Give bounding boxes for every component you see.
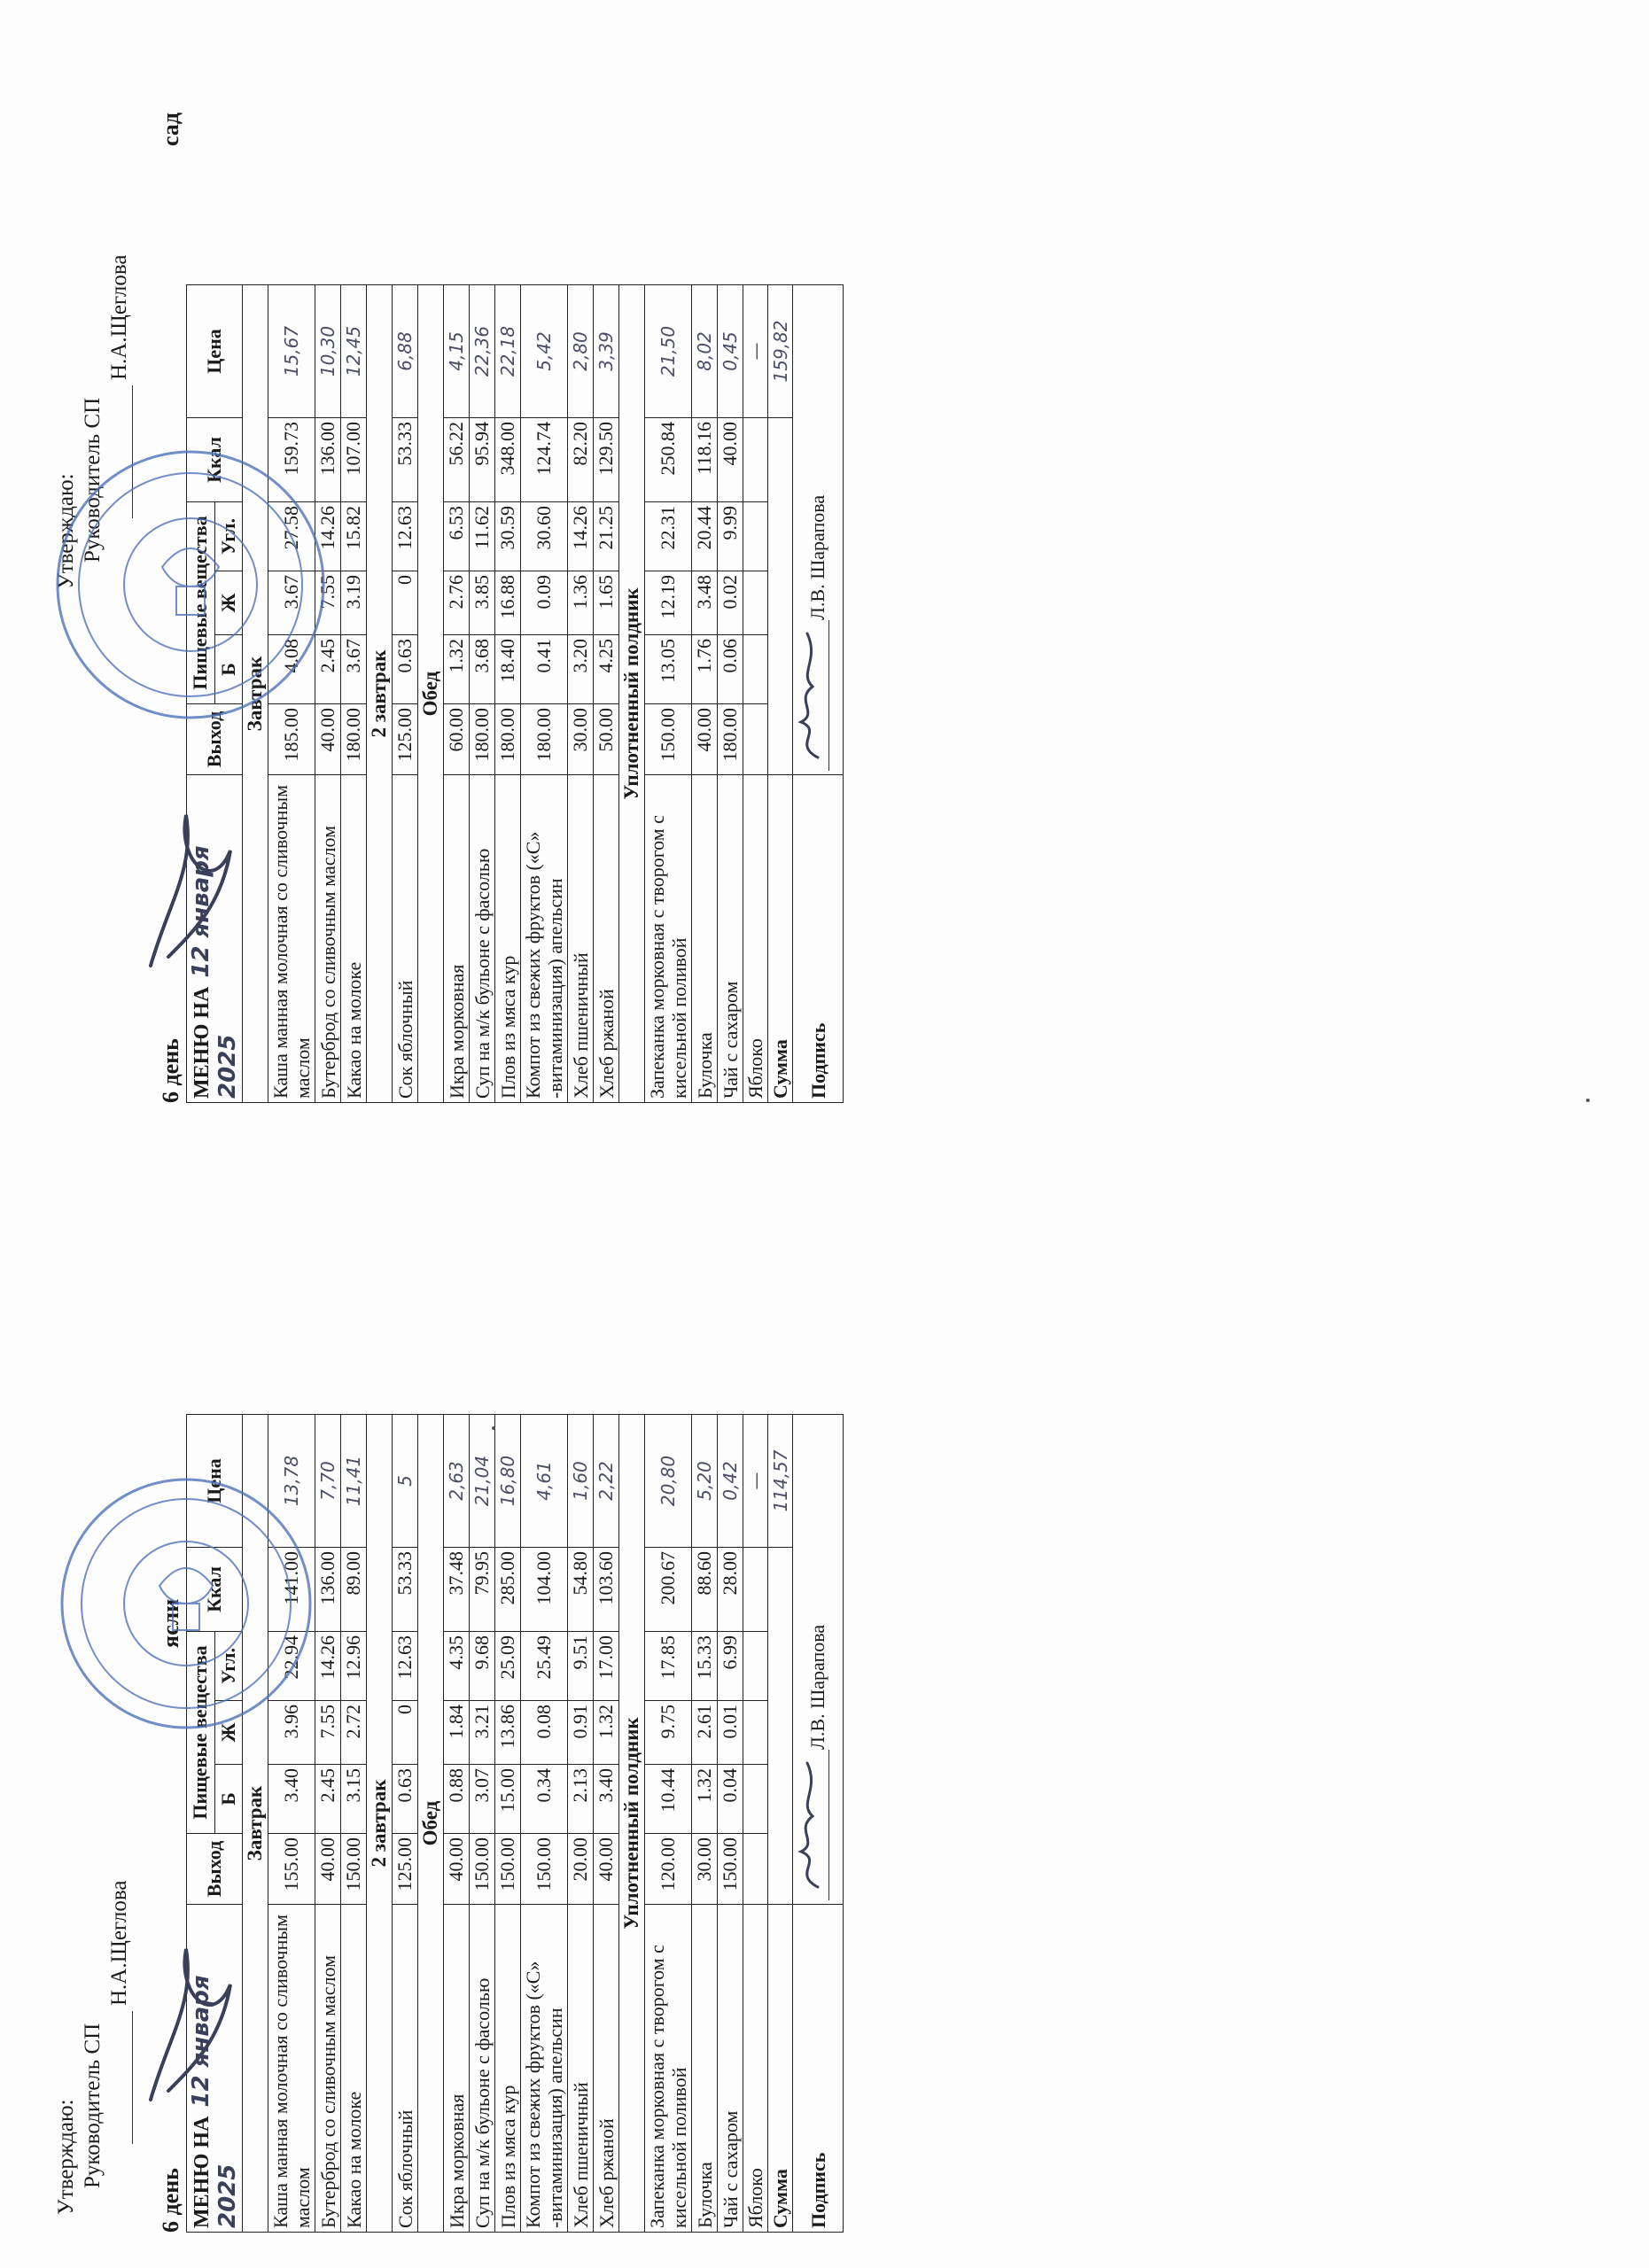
approve-label: Утверждаю: [54, 473, 78, 589]
dish-name: Сок яблочный [393, 775, 418, 1103]
signature-label: Подпись [793, 775, 844, 1103]
official-stamp [53, 1471, 319, 1736]
price-handwritten: 4,61 [521, 1415, 568, 1548]
section-title: Обед [418, 285, 444, 1103]
table-row [743, 285, 768, 1103]
carbs-value: 6.99 [718, 1632, 743, 1701]
kcal-value: 159.73 [268, 418, 315, 502]
protein-value: 0.63 [393, 1765, 418, 1834]
output-value: 30.00 [692, 1834, 718, 1905]
carbs-value: 12.63 [393, 502, 418, 571]
dish-name: Хлеб пшеничный [568, 775, 594, 1103]
protein-value: 13.05 [645, 635, 692, 704]
signer-name: Л.В. Шарапова [806, 494, 828, 620]
dish-name: Булочка [692, 775, 718, 1103]
carbs-value: 22.94 [268, 1632, 315, 1701]
protein-value: 1.32 [692, 1765, 718, 1834]
price-handwritten: 15,67 [268, 285, 315, 418]
price-handwritten: 12,45 [341, 285, 367, 418]
price-handwritten: 5,42 [521, 285, 568, 418]
price-handwritten: 7,70 [315, 1415, 341, 1548]
approve-label: Утверждаю: [54, 2099, 78, 2215]
price-handwritten: 2,22 [594, 1415, 619, 1548]
carbs-value: 6.53 [444, 502, 470, 571]
section-title: 2 завтрак [367, 285, 393, 1103]
table-row [594, 285, 619, 1103]
dish-name: Булочка [692, 1905, 718, 2233]
kcal-value: 54.80 [568, 1548, 594, 1632]
dish-name: Чай с сахаром [718, 1905, 743, 2233]
output-value: 150.00 [718, 1834, 743, 1905]
output-value: 40.00 [315, 704, 341, 775]
protein-value: 3.40 [594, 1765, 619, 1834]
table-row [444, 1415, 470, 2233]
carbs-value: 9.51 [568, 1632, 594, 1701]
col-output: Выход [187, 1834, 243, 1905]
dish-name: Хлеб ржаной [594, 775, 619, 1103]
protein-value: 0.63 [393, 635, 418, 704]
carbs-value: 30.60 [521, 502, 568, 571]
protein-value: 1.76 [692, 635, 718, 704]
dish-name: Суп на м/к бульоне с фасолью [470, 775, 495, 1103]
table-row [470, 285, 495, 1103]
kcal-value: 103.60 [594, 1548, 619, 1632]
kcal-value: 88.60 [692, 1548, 718, 1632]
output-value: 30.00 [568, 704, 594, 775]
dish-name: Икра морковная [444, 1905, 470, 2233]
table-row [393, 285, 418, 1103]
dish-name: Запеканка морковная с творогом с кисельной поливой [645, 1905, 692, 2233]
approve-position: Руководитель СП [81, 397, 105, 563]
output-value: 180.00 [470, 704, 495, 775]
table-row [470, 1415, 495, 2233]
protein-value: 3.68 [470, 635, 495, 704]
table-row [692, 285, 718, 1103]
protein-value: 0.06 [718, 635, 743, 704]
carbs-value: 17.00 [594, 1632, 619, 1701]
output-value: 180.00 [341, 704, 367, 775]
price-handwritten: 4,15 [444, 285, 470, 418]
dish-name: Запеканка морковная с творогом с кисельной поливой [645, 775, 692, 1103]
output-value: 180.00 [495, 704, 521, 775]
signature-scrawl [788, 1759, 827, 1891]
fat-value: 9.75 [645, 1701, 692, 1765]
kcal-value: 28.00 [718, 1548, 743, 1632]
fat-value: 16.88 [495, 571, 521, 635]
protein-value [743, 635, 768, 704]
dish-name: Какао на молоке [341, 1905, 367, 2233]
menu-date-handwritten: 12 января 2025 [188, 845, 241, 1099]
fat-value: 1.84 [444, 1701, 470, 1765]
col-nutrients: Пищевые вещества [187, 1632, 215, 1834]
fat-value: 3.96 [268, 1701, 315, 1765]
fat-value: 3.85 [470, 571, 495, 635]
carbs-value: 21.25 [594, 502, 619, 571]
section-title: Завтрак [243, 285, 268, 1103]
section-row [619, 285, 645, 1103]
kcal-value: 53.33 [393, 1548, 418, 1632]
section-title: Уплотненный полдник [619, 285, 645, 1103]
price-handwritten: 21,04 [470, 1415, 495, 1548]
output-value: 40.00 [692, 704, 718, 775]
price-handwritten: 20,80 [645, 1415, 692, 1548]
table-row [393, 1415, 418, 2233]
price-handwritten: 5 [393, 1415, 418, 1548]
price-handwritten: — [743, 285, 768, 418]
price-handwritten: 22,18 [495, 285, 521, 418]
carbs-value: 4.35 [444, 1632, 470, 1701]
kcal-value: 348.00 [495, 418, 521, 502]
output-value [743, 1834, 768, 1905]
carbs-value: 30.59 [495, 502, 521, 571]
protein-value: 15.00 [495, 1765, 521, 1834]
menu-date-handwritten: 12 января 2025 [188, 1975, 241, 2228]
protein-value: 3.20 [568, 635, 594, 704]
price-handwritten: 8,02 [692, 285, 718, 418]
fat-value: 2.72 [341, 1701, 367, 1765]
col-fat: Ж [214, 1701, 243, 1765]
dish-name: Чай с сахаром [718, 775, 743, 1103]
output-value: 20.00 [568, 1834, 594, 1905]
dish-name: Бутерброд со сливочным маслом [315, 1905, 341, 2233]
fat-value: 7.55 [315, 1701, 341, 1765]
protein-value: 3.07 [470, 1765, 495, 1834]
section-title: Обед [418, 1415, 444, 2233]
output-value: 150.00 [341, 1834, 367, 1905]
carbs-value: 9.99 [718, 502, 743, 571]
table-row [594, 1415, 619, 2233]
output-value: 185.00 [268, 704, 315, 775]
price-handwritten: 11,41 [341, 1415, 367, 1548]
sum-total-handwritten: 114,57 [768, 1415, 793, 1548]
day-label: 6 день [158, 1038, 183, 1103]
price-handwritten: 6,88 [393, 285, 418, 418]
signature-label: Подпись [793, 1905, 844, 2233]
table-row [444, 285, 470, 1103]
group-label: сад [158, 112, 183, 146]
scan-speck [1586, 1099, 1590, 1102]
carbs-value: 12.63 [393, 1632, 418, 1701]
price-handwritten: 16,80 [495, 1415, 521, 1548]
carbs-value: 15.33 [692, 1632, 718, 1701]
output-value: 150.00 [470, 1834, 495, 1905]
col-protein: Б [214, 1765, 243, 1834]
kcal-value: 285.00 [495, 1548, 521, 1632]
signature-area [793, 285, 844, 775]
price-handwritten: 21,50 [645, 285, 692, 418]
output-value: 125.00 [393, 1834, 418, 1905]
carbs-value [743, 1632, 768, 1701]
fat-value: 7.55 [315, 571, 341, 635]
section-title: Уплотненный полдник [619, 1415, 645, 2233]
fat-value: 1.65 [594, 571, 619, 635]
approve-name: Н.А.Щеглова [107, 1880, 131, 2006]
sum-label: Сумма [768, 775, 793, 1103]
fat-value: 3.19 [341, 571, 367, 635]
output-value [743, 704, 768, 775]
signature-row [793, 285, 844, 1103]
kcal-value: 129.50 [594, 418, 619, 502]
output-value: 40.00 [444, 1834, 470, 1905]
section-row [367, 1415, 393, 2233]
sum-total-handwritten: 159,82 [768, 285, 793, 418]
output-value: 50.00 [594, 704, 619, 775]
carbs-value: 20.44 [692, 502, 718, 571]
price-handwritten: 0,45 [718, 285, 743, 418]
kcal-value: 118.16 [692, 418, 718, 502]
fat-value: 0.09 [521, 571, 568, 635]
protein-value: 4.25 [594, 635, 619, 704]
fat-value: 0 [393, 571, 418, 635]
carbs-value: 15.82 [341, 502, 367, 571]
fat-value: 2.76 [444, 571, 470, 635]
signature-area [793, 1415, 844, 1905]
kcal-value: 136.00 [315, 418, 341, 502]
sum-label: Сумма [768, 1905, 793, 2233]
dish-name: Яблоко [743, 775, 768, 1103]
col-kcal: Ккал [187, 1548, 243, 1632]
kcal-value: 141.00 [268, 1548, 315, 1632]
protein-value: 0.34 [521, 1765, 568, 1834]
section-row [619, 1415, 645, 2233]
dish-name: Каша манная молочная со сливочным маслом [268, 1905, 315, 2233]
dish-name: Плов из мяса кур [495, 775, 521, 1103]
col-carbs: Угл. [214, 502, 243, 571]
fat-value: 0.02 [718, 571, 743, 635]
protein-value: 3.67 [341, 635, 367, 704]
price-handwritten: 5,20 [692, 1415, 718, 1548]
dish-name: Плов из мяса кур [495, 1905, 521, 2233]
price-handwritten: — [743, 1415, 768, 1548]
scan-speck [492, 1426, 495, 1430]
price-handwritten: 3,39 [594, 285, 619, 418]
fat-value: 0.91 [568, 1701, 594, 1765]
carbs-value: 14.26 [315, 502, 341, 571]
output-value: 120.00 [645, 1834, 692, 1905]
col-carbs: Угл. [214, 1632, 243, 1701]
carbs-value: 14.26 [568, 502, 594, 571]
output-value: 180.00 [521, 704, 568, 775]
kcal-value: 37.48 [444, 1548, 470, 1632]
fat-value: 2.61 [692, 1701, 718, 1765]
official-stamp [49, 443, 332, 726]
section-title: Завтрак [243, 1415, 268, 2233]
table-row [718, 1415, 743, 2233]
protein-value: 2.45 [315, 635, 341, 704]
protein-value: 18.40 [495, 635, 521, 704]
fat-value: 13.86 [495, 1701, 521, 1765]
fat-value: 1.36 [568, 571, 594, 635]
table-row [341, 285, 367, 1103]
protein-value: 2.13 [568, 1765, 594, 1834]
output-value: 40.00 [594, 1834, 619, 1905]
output-value: 150.00 [645, 704, 692, 775]
table-row [568, 285, 594, 1103]
kcal-value: 89.00 [341, 1548, 367, 1632]
fat-value: 0 [393, 1701, 418, 1765]
dish-name: Какао на молоке [341, 775, 367, 1103]
table-row [341, 1415, 367, 2233]
col-fat: Ж [214, 571, 243, 635]
protein-value [743, 1765, 768, 1834]
fat-value: 3.21 [470, 1701, 495, 1765]
protein-value: 10.44 [645, 1765, 692, 1834]
protein-value: 2.45 [315, 1765, 341, 1834]
signature-row [793, 1415, 844, 2233]
fat-value: 12.19 [645, 571, 692, 635]
group-label: ясли [158, 1598, 183, 1648]
section-row [367, 285, 393, 1103]
table-row [645, 285, 692, 1103]
kcal-value [743, 1548, 768, 1632]
protein-value: 4.08 [268, 635, 315, 704]
price-handwritten: 22,36 [470, 285, 495, 418]
dish-name: Компот из свежих фруктов («С» -витаминизация) апельсин [521, 775, 568, 1103]
carbs-value: 27.58 [268, 502, 315, 571]
output-value: 150.00 [521, 1834, 568, 1905]
price-handwritten: 10,30 [315, 285, 341, 418]
kcal-value: 124.74 [521, 418, 568, 502]
table-row [521, 1415, 568, 2233]
price-handwritten: 2,80 [568, 285, 594, 418]
kcal-value: 95.94 [470, 418, 495, 502]
signature-line [811, 620, 829, 771]
day-label: 6 день [158, 2168, 183, 2233]
price-handwritten: 13,78 [268, 1415, 315, 1548]
section-row [418, 285, 444, 1103]
carbs-value: 22.31 [645, 502, 692, 571]
menu-title: МЕНЮ НА [191, 986, 214, 1099]
protein-value: 0.41 [521, 635, 568, 704]
section-row [418, 1415, 444, 2233]
dish-name: Суп на м/к бульоне с фасолью [470, 1905, 495, 2233]
fat-value [743, 1701, 768, 1765]
dish-name: Хлеб ржаной [594, 1905, 619, 2233]
kcal-value: 104.00 [521, 1548, 568, 1632]
approval-signature-scrawl [133, 1931, 248, 2109]
price-handwritten: 0,42 [718, 1415, 743, 1548]
carbs-value: 9.68 [470, 1632, 495, 1701]
fat-value: 3.48 [692, 571, 718, 635]
kcal-value: 200.67 [645, 1548, 692, 1632]
carbs-value: 14.26 [315, 1632, 341, 1701]
dish-name: Яблоко [743, 1905, 768, 2233]
col-output: Выход [187, 704, 243, 775]
output-value: 125.00 [393, 704, 418, 775]
fat-value: 1.32 [594, 1701, 619, 1765]
dish-name: Сок яблочный [393, 1905, 418, 2233]
protein-value: 3.15 [341, 1765, 367, 1834]
col-nutrients: Пищевые вещества [187, 502, 215, 704]
fat-value: 3.67 [268, 571, 315, 635]
approve-position: Руководитель СП [81, 2023, 105, 2188]
section-title: 2 завтрак [367, 1415, 393, 2233]
dish-name: Каша манная молочная со сливочным маслом [268, 775, 315, 1103]
kcal-value: 79.95 [470, 1548, 495, 1632]
output-value: 40.00 [315, 1834, 341, 1905]
table-row [495, 1415, 521, 2233]
kcal-value: 56.22 [444, 418, 470, 502]
kcal-value: 250.84 [645, 418, 692, 502]
col-kcal: Ккал [187, 418, 243, 502]
approval-block [53, 1860, 133, 2233]
protein-value: 0.88 [444, 1765, 470, 1834]
kcal-value: 53.33 [393, 418, 418, 502]
output-value: 150.00 [495, 1834, 521, 1905]
price-handwritten: 2,63 [444, 1415, 470, 1548]
menu-title: МЕНЮ НА [191, 2116, 214, 2228]
carbs-value: 25.49 [521, 1632, 568, 1701]
price-handwritten: 1,60 [568, 1415, 594, 1548]
carbs-value: 25.09 [495, 1632, 521, 1701]
protein-value: 1.32 [444, 635, 470, 704]
table-row [521, 285, 568, 1103]
signature-line [811, 1750, 829, 1900]
table-row [495, 285, 521, 1103]
table-row [568, 1415, 594, 2233]
table-row [743, 1415, 768, 2233]
dish-name: Компот из свежих фруктов («С» -витаминизация) апельсин [521, 1905, 568, 2233]
protein-value: 3.40 [268, 1765, 315, 1834]
fat-value: 0.01 [718, 1701, 743, 1765]
signer-name: Л.В. Шарапова [806, 1624, 828, 1750]
dish-name: Икра морковная [444, 775, 470, 1103]
kcal-value: 82.20 [568, 418, 594, 502]
kcal-value: 136.00 [315, 1548, 341, 1632]
carbs-value: 17.85 [645, 1632, 692, 1701]
carbs-value: 12.96 [341, 1632, 367, 1701]
protein-value: 0.04 [718, 1765, 743, 1834]
carbs-value [743, 502, 768, 571]
fat-value: 0.08 [521, 1701, 568, 1765]
kcal-value [743, 418, 768, 502]
approve-name: Н.А.Щеглова [107, 254, 131, 380]
output-value: 180.00 [718, 704, 743, 775]
table-row [645, 1415, 692, 2233]
output-value: 60.00 [444, 704, 470, 775]
approval-signature-scrawl [133, 797, 248, 975]
signature-scrawl [788, 629, 827, 762]
col-price: Цена [187, 1415, 243, 1548]
output-value: 155.00 [268, 1834, 315, 1905]
table-row [718, 285, 743, 1103]
fat-value [743, 571, 768, 635]
table-row [692, 1415, 718, 2233]
approve-signature-line [113, 2011, 133, 2144]
col-price: Цена [187, 285, 243, 418]
dish-name: Бутерброд со сливочным маслом [315, 775, 341, 1103]
kcal-value: 107.00 [341, 418, 367, 502]
kcal-value: 40.00 [718, 418, 743, 502]
dish-name: Хлеб пшеничный [568, 1905, 594, 2233]
carbs-value: 11.62 [470, 502, 495, 571]
col-protein: Б [214, 635, 243, 704]
